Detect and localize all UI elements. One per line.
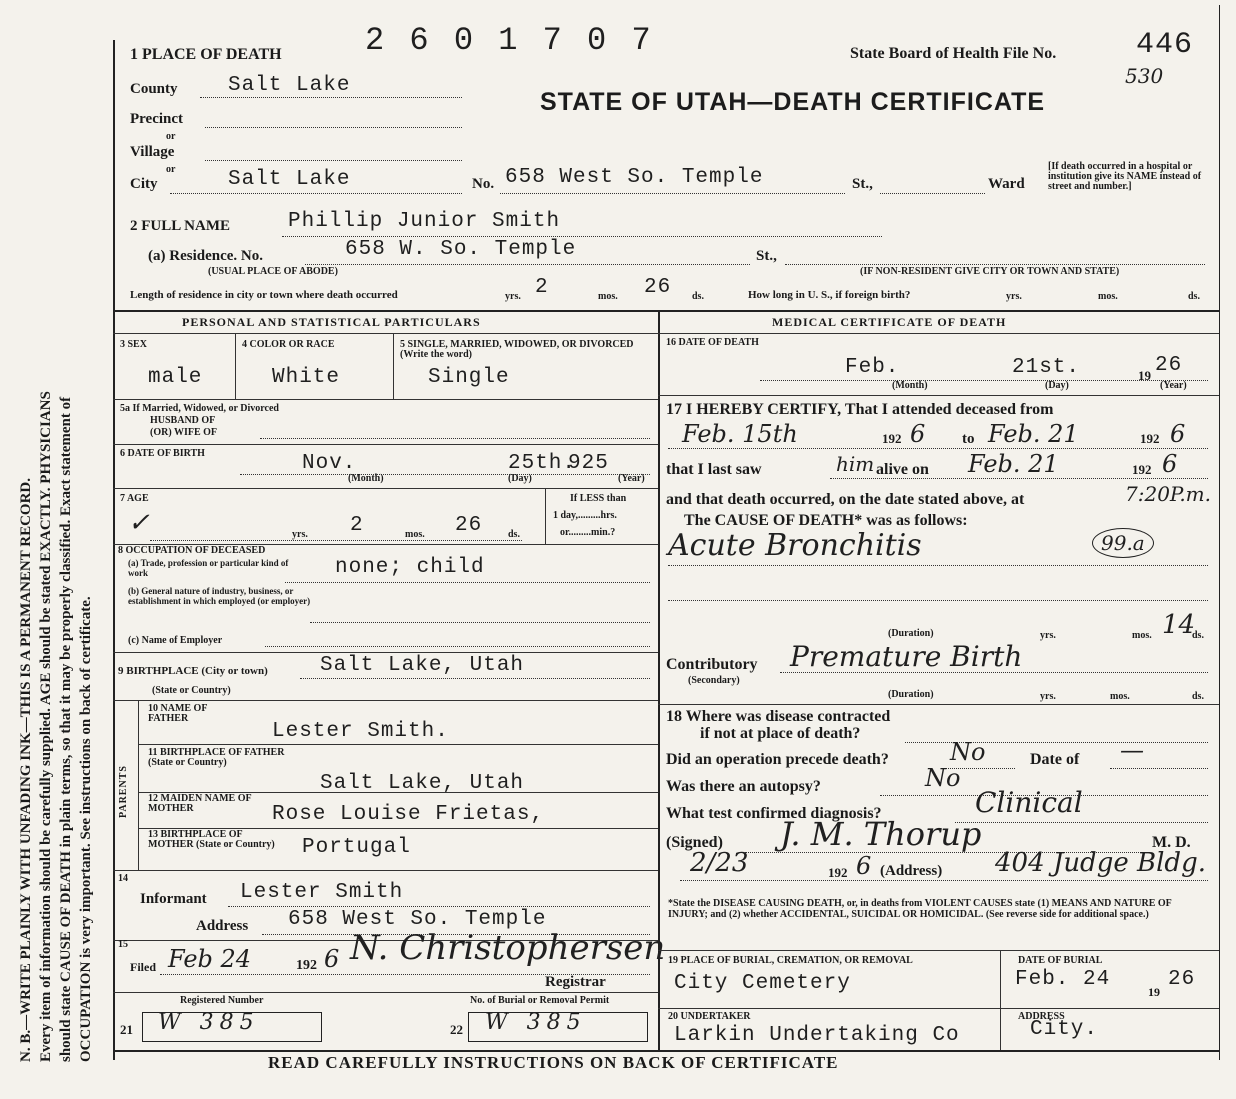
place-of-death-label: 1 PLACE OF DEATH — [130, 46, 282, 63]
side-note-instructions-2: should state CAUSE OF DEATH in plain terms, so that it may be properly classified. Exact statement of — [58, 396, 74, 1062]
informant-value: Lester Smith — [240, 881, 404, 904]
street-no-label: No. — [472, 176, 495, 192]
death-month: Feb. — [845, 356, 900, 379]
autopsy-value: No — [925, 764, 961, 792]
death-certificate-page: N. B.—WRITE PLAINLY WITH UNFADING INK—THIS IS A PERMANENT RECORD. Every item of information should be carefully supplied. AGE should be stated EXACTLY. PHYSICIANS should state CAUSE OF DEATH in plain terms, so that it may be properly classified. Exact statement of OCCUPATION is very important. See instructions on back of certificate. 1 PLACE OF DEATH 2 6 0 1 7 0 7 State Board of Health File No. 446 530 STATE OF UTAH—DEATH CERTIFICATE County Salt Lake Precinct or Village or City Salt Lake No. 658 West So. Temple St., Ward [If death occurred in a hospital or institution give its NAME instead of street and number.] 2 FULL NAME Phillip Junior Smith (a) Residence. No. 658 W. So. Temple St., (USUAL PLACE OF ABODE) (IF NON-RESIDENT GIVE CITY OR TOWN AND STATE) Length of residence in city or town where death occurred yrs. 2 mos. 26 ds. How long in U. S., if foreign birth? yrs. mos. ds. PERSONAL AND STATISTICAL PARTICULARS 3 SEX male 4 COLOR OR RACE White 5 SINGLE, MARRIED, WIDOWED, OR DIVORCED (Write the word) Single 5a If Married, Widowed, or Divorced HUSBAND OF (OR) WIFE OF 6 DATE OF BIRTH Nov. 25th. 925 (Month) (Day) (Year) 7 AGE ✓ yrs. 2 mos. 26 ds. If LESS than 1 day,.........hrs. or.........min.? 8 OCCUPATION OF DECEASED (a) Trade, profession or particular kind of work (b) General nature of industry, business, or establishment in which employed (or employer) none; child (c) Name of Employer 9 BIRTHPLACE (City or town) Salt Lake, Utah (State or Country) PARENTS 10 NAME OF FATHER Lester Smith. 11 BIRTHPLACE OF FATHER (State or Country) Salt Lake, Utah 12 MAIDEN NAME OF MOTHER Rose Louise Frietas, 13 BIRTHPLACE OF MOTHER (State or Country) Portugal 14 Informant Lester Smith Address 658 West So. Temple 15 Filed Feb 24 192 6 N. Christophersen Registrar Registered Number No. of Burial or Removal Permit 21 W 385 22 W 385 MEDICAL CERTIFICATE OF DEATH 16 DATE OF DEATH Feb. 21st. 19 26 (Month) (Day) (Year) 17 I HEREBY CERTIFY, That I attended deceased from Feb. 15th 192 6 to Feb. 21 192 6 that I last saw him alive on Feb. 21 192 6 and that death occurred, on the date stated above, at 7:20P.m. The CAUSE OF DEATH* was as follows: Acute Bronchitis 99.a (Duration) yrs. mos. 14 ds. Contributory (Secondary) Premature Birth (Duration) yrs. mos. ds. 18 Where was disease contracted if not at place of death? Did an operation precede death? No Date of — Was there an autopsy? No What test confirmed diagnosis? Clinical (Signed) J. M. Thorup M. D. 2/23 192 6 (Address) 404 Judge Bldg. *State the DISEASE CAUSING DEATH, or, in deaths from VIOLENT CAUSES state (1) MEANS AND NATURE OF INJURY; and (2) whether ACCIDENTAL, SUICIDAL OR HOMICIDAL. (See reverse side for additional space.) 19 PLACE OF BURIAL, CREMATION, OR REMOVAL City Cemetery DATE OF BURIAL Feb. 24 19 26 20 UNDERTAKER Larkin Undertaking Co ADDRESS City. READ CAREFULLY INSTRUCTIONS ON BACK OF CERTIFICATE — [0, 0, 1236, 1099]
registrar-signature: N. Christophersen — [350, 928, 666, 968]
side-note-instructions-3: OCCUPATION is very important. See instructions on back of certificate. — [78, 596, 94, 1062]
attended-to: Feb. 21 — [988, 420, 1079, 448]
cause-label: The CAUSE OF DEATH* was as follows: — [684, 512, 968, 529]
mother-name: Rose Louise Frietas, — [272, 803, 545, 826]
registrar-label: Registrar — [545, 974, 606, 990]
test-label: What test confirmed diagnosis? — [666, 805, 882, 822]
village-label: Village — [130, 144, 175, 160]
informant-address: 658 West So. Temple — [288, 908, 547, 931]
county-label: County — [130, 81, 178, 97]
death-year: 26 — [1155, 354, 1183, 377]
contributory-label: Contributory — [666, 656, 758, 673]
informant-address-label: Address — [196, 918, 249, 934]
autopsy-label: Was there an autopsy? — [666, 778, 821, 795]
dob-day: 25th. — [508, 452, 577, 475]
file-number-alt: 530 — [1125, 64, 1164, 88]
color-value: White — [272, 366, 341, 389]
full-name-label: 2 FULL NAME — [130, 218, 231, 234]
operation-value: No — [950, 738, 986, 766]
personal-header: PERSONAL AND STATISTICAL PARTICULARS — [182, 315, 481, 329]
cause-footnote: *State the DISEASE CAUSING DEATH, or, in deaths from VIOLENT CAUSES state (1) MEANS AND NATURE OF INJURY; and (2) whether ACCIDENTAL, SUICIDAL OR HOMICIDAL. (See reverse side for additional space.) — [668, 898, 1172, 920]
age-check: ✓ — [128, 508, 150, 538]
father-name: Lester Smith. — [272, 720, 449, 743]
full-name-value: Phillip Junior Smith — [288, 210, 561, 233]
death-day: 21st. — [1012, 356, 1081, 379]
operation-label: Did an operation precede death? — [666, 751, 889, 768]
cause-of-death: Acute Bronchitis — [668, 528, 922, 563]
age-months: 2 — [350, 514, 364, 537]
informant-label: Informant — [140, 891, 207, 907]
attended-from: Feb. 15th — [682, 420, 798, 448]
sex-value: male — [148, 366, 203, 389]
precinct-label: Precinct — [130, 111, 184, 127]
burial-place: City Cemetery — [674, 972, 851, 995]
file-number-label: State Board of Health File No. — [850, 45, 1057, 62]
city-value: Salt Lake — [228, 168, 351, 191]
registered-number: W 385 — [158, 1010, 260, 1035]
left-border — [113, 40, 115, 1060]
cause-code: 99.a — [1092, 528, 1154, 558]
city-label: City — [130, 176, 158, 192]
certify-text: 17 I HEREBY CERTIFY, That I attended deceased from — [666, 401, 1054, 418]
filed-label: Filed — [130, 960, 156, 974]
signed-date: 2/23 — [690, 848, 749, 878]
test-value: Clinical — [975, 786, 1083, 819]
undertaker-address: City. — [1030, 1018, 1099, 1041]
file-number: 446 — [1136, 28, 1194, 62]
section-divider — [113, 310, 1219, 312]
street-value: 658 West So. Temple — [505, 166, 764, 189]
last-saw-date: Feb. 21 — [968, 450, 1059, 478]
last-saw-who: him — [836, 452, 875, 476]
age-days: 26 — [455, 514, 483, 537]
last-saw-year: 6 — [1162, 450, 1178, 478]
length-residence-label: Length of residence in city or town where death occurred — [130, 289, 398, 301]
side-note-instructions-1: Every item of information should be carefully supplied. AGE should be stated EXACTLY. PHYSICIANS — [38, 391, 54, 1062]
burial-date-text: Feb. 24 — [1015, 968, 1111, 991]
footer-instructions: READ CAREFULLY INSTRUCTIONS ON BACK OF CERTIFICATE — [268, 1053, 839, 1072]
father-birthplace: Salt Lake, Utah — [320, 772, 525, 795]
certificate-title: STATE OF UTAH—DEATH CERTIFICATE — [540, 88, 1046, 116]
contributory-cause: Premature Birth — [790, 640, 1023, 673]
serial-number: 2 6 0 1 7 0 7 — [365, 22, 654, 59]
residence-months: 26 — [644, 276, 672, 299]
operation-date: — — [1120, 736, 1144, 764]
cause-duration-months: 14 — [1162, 610, 1196, 640]
residence-years: 2 — [535, 276, 549, 299]
ward-label: Ward — [988, 176, 1025, 192]
dob-month: Nov. — [302, 452, 357, 475]
marital-value: Single — [428, 366, 510, 389]
birthplace-value: Salt Lake, Utah — [320, 654, 525, 677]
dob-year: 925 — [568, 452, 609, 475]
burial-permit-number: W 385 — [485, 1010, 587, 1035]
side-note-permanent-record: N. B.—WRITE PLAINLY WITH UNFADING INK—THIS IS A PERMANENT RECORD. — [18, 478, 34, 1062]
mother-birthplace: Portugal — [302, 836, 411, 859]
right-border — [1219, 5, 1220, 1060]
attended-from-year: 6 — [910, 420, 926, 448]
medical-header: MEDICAL CERTIFICATE OF DEATH — [772, 315, 1007, 329]
physician-address: 404 Judge Bldg. — [995, 848, 1206, 878]
burial-year: 26 — [1168, 968, 1196, 991]
filed-date: Feb 24 — [168, 945, 252, 973]
death-time: 7:20P.m. — [1125, 482, 1211, 506]
ward-note: [If death occurred in a hospital or institution give its NAME instead of street and number.] — [1048, 161, 1202, 192]
occupation-value: none; child — [335, 556, 485, 579]
signed-year: 6 — [856, 852, 872, 880]
signed-label: (Signed) — [666, 834, 723, 851]
undertaker: Larkin Undertaking Co — [674, 1024, 960, 1047]
residence-label: (a) Residence. No. — [148, 248, 263, 264]
county-value: Salt Lake — [228, 74, 351, 97]
physician-signature: J. M. Thorup — [780, 815, 982, 853]
filed-year: 6 — [324, 945, 340, 973]
parents-label: PARENTS — [118, 765, 129, 818]
residence-value: 658 W. So. Temple — [345, 238, 577, 261]
attended-to-year: 6 — [1170, 420, 1186, 448]
